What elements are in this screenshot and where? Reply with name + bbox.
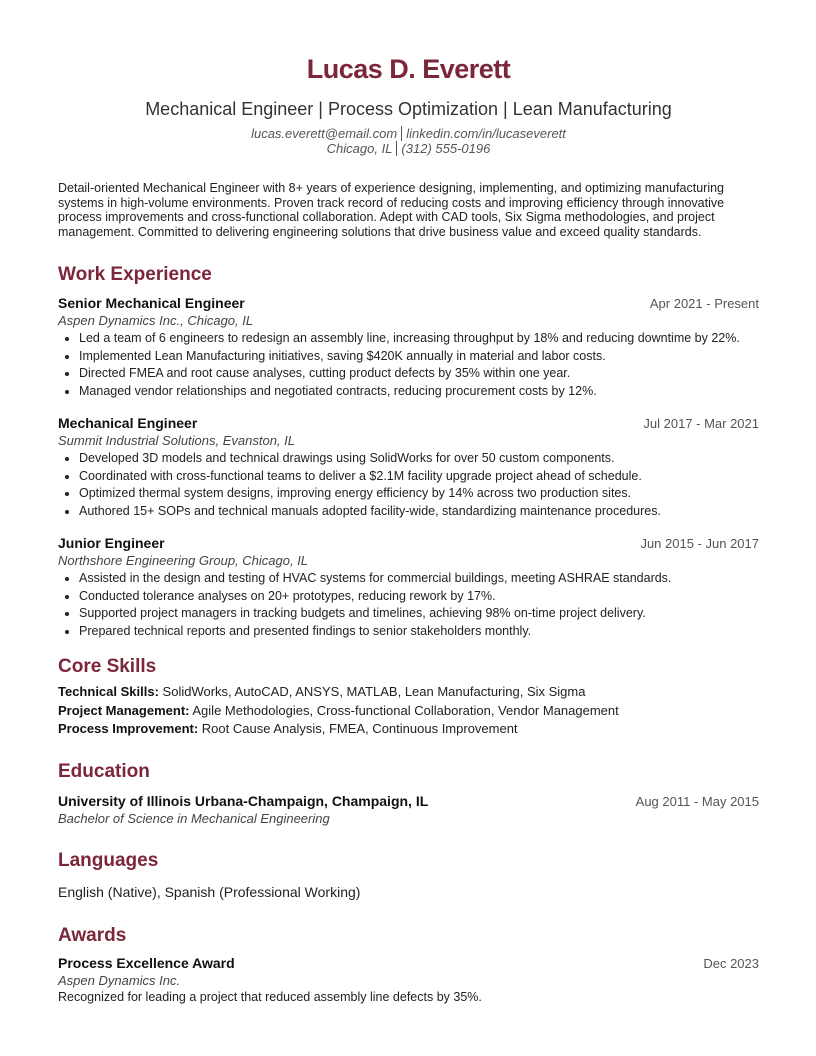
contact-line-1 bbox=[58, 126, 759, 141]
job-title: Junior Engineer bbox=[58, 535, 165, 551]
award-description: Recognized for leading a project that reduced assembly line defects by 35%. bbox=[58, 989, 482, 1004]
skills-list bbox=[58, 683, 759, 739]
skill-value: Agile Methodologies, Cross-functional Collaboration, Vendor Management bbox=[192, 702, 619, 718]
email-link[interactable]: lucas.everett@email.com bbox=[251, 126, 398, 141]
experience-entry bbox=[58, 415, 759, 518]
job-dates: Jul 2017 - Mar 2021 bbox=[643, 416, 759, 431]
skill-value: SolidWorks, AutoCAD, ANSYS, MATLAB, Lean Manufacturing, Six Sigma bbox=[162, 684, 586, 699]
skill-row bbox=[58, 702, 759, 721]
bullet-item: • Authored 15+ SOPs and technical manuals adopted facility-wide, standardizing maintenance procedures. bbox=[79, 504, 759, 519]
award-entry bbox=[58, 955, 759, 1005]
bullet-item: • Led a team of 6 engineers to redesign an assembly line, increasing throughput by 18% and reducing downtime by 22%. bbox=[79, 331, 759, 346]
award-title: Process Excellence Award bbox=[58, 954, 235, 971]
section-title-experience: Work Experience bbox=[58, 264, 212, 285]
bullet-item: • Directed FMEA and root cause analyses, cutting product defects by 35% within one year. bbox=[79, 366, 759, 381]
languages-text: English (Native), Spanish (Professional Working) bbox=[58, 883, 361, 900]
skill-label: Technical Skills: bbox=[58, 684, 159, 699]
bullet-item: • Coordinated with cross-functional teams to deliver a $2.1M facility upgrade project ahead of schedule. bbox=[79, 469, 759, 484]
skill-label: Process Improvement: bbox=[58, 721, 199, 736]
job-title: Mechanical Engineer bbox=[58, 415, 198, 431]
job-dates: Apr 2021 - Present bbox=[649, 296, 759, 311]
job-bullets bbox=[58, 571, 759, 638]
skill-label: Project Management: bbox=[58, 702, 190, 718]
bullet-item: • Optimized thermal system designs, improving energy efficiency by 14% across two production sites. bbox=[79, 486, 759, 501]
job-bullets bbox=[58, 451, 759, 518]
bullet-item: • Managed vendor relationships and negotiated contracts, reducing procurement costs by 12%. bbox=[79, 384, 759, 399]
section-title-awards: Awards bbox=[58, 924, 127, 946]
location-text: Chicago, IL bbox=[326, 141, 393, 156]
experience-entry bbox=[58, 535, 759, 638]
section-title-education: Education bbox=[58, 760, 150, 782]
education-dates: Aug 2011 - May 2015 bbox=[635, 793, 759, 809]
education-entry bbox=[58, 793, 759, 827]
contact-divider bbox=[396, 141, 397, 156]
section-title-skills: Core Skills bbox=[58, 656, 157, 677]
job-company: Northshore Engineering Group, Chicago, IL bbox=[58, 553, 309, 568]
skill-row bbox=[58, 683, 759, 702]
contact-info bbox=[58, 126, 759, 156]
resume-page bbox=[58, 52, 759, 1005]
award-organization: Aspen Dynamics Inc. bbox=[58, 972, 181, 988]
school-name: University of Illinois Urbana-Champaign, Champaign, IL bbox=[58, 792, 429, 809]
contact-divider bbox=[401, 126, 402, 141]
job-company: Summit Industrial Solutions, Evanston, IL bbox=[58, 433, 296, 448]
summary-paragraph: Detail-oriented Mechanical Engineer with 8+ years of experience designing, implementing, and optimizing manufacturing systems in high-volume environments. Proven track record of reducing costs and improving efficiency through innovative process improvements and cross-functional collaboration. Adept with CAD tools, Six Sigma methodologies, and project management. Committed to delivering engineering solutions that drive business value and exceed quality standards. bbox=[58, 181, 725, 239]
bullet-item: • Prepared technical reports and presented findings to senior stakeholders monthly. bbox=[79, 624, 759, 639]
skill-row bbox=[58, 720, 759, 739]
candidate-name: Lucas D. Everett bbox=[306, 54, 511, 84]
section-title-languages: Languages bbox=[58, 849, 159, 871]
bullet-item: • Supported project managers in tracking budgets and timelines, achieving 98% on-time project delivery. bbox=[79, 606, 759, 621]
award-date: Dec 2023 bbox=[703, 955, 759, 971]
phone-text: (312) 555-0196 bbox=[401, 141, 491, 156]
job-bullets bbox=[58, 331, 759, 398]
degree: Bachelor of Science in Mechanical Engineering bbox=[58, 810, 330, 826]
job-dates: Jun 2015 - Jun 2017 bbox=[640, 536, 759, 551]
bullet-item: • Developed 3D models and technical drawings using SolidWorks for over 50 custom components. bbox=[79, 451, 759, 466]
job-company: Aspen Dynamics Inc., Chicago, IL bbox=[58, 313, 254, 328]
bullet-item: • Assisted in the design and testing of HVAC systems for commercial buildings, meeting ASHRAE standards. bbox=[79, 571, 759, 586]
bullet-item: • Conducted tolerance analyses on 20+ prototypes, reducing rework by 17%. bbox=[79, 589, 759, 604]
linkedin-link[interactable]: linkedin.com/in/lucaseverett bbox=[406, 126, 566, 141]
job-title: Senior Mechanical Engineer bbox=[58, 295, 245, 311]
experience-entry bbox=[58, 295, 759, 398]
bullet-item: • Implemented Lean Manufacturing initiatives, saving $420K annually in material and labor costs. bbox=[79, 349, 759, 364]
skill-value: Root Cause Analysis, FMEA, Continuous Improvement bbox=[201, 721, 518, 736]
contact-line-2 bbox=[58, 141, 759, 156]
headline: Mechanical Engineer | Process Optimization | Lean Manufacturing bbox=[145, 99, 672, 119]
